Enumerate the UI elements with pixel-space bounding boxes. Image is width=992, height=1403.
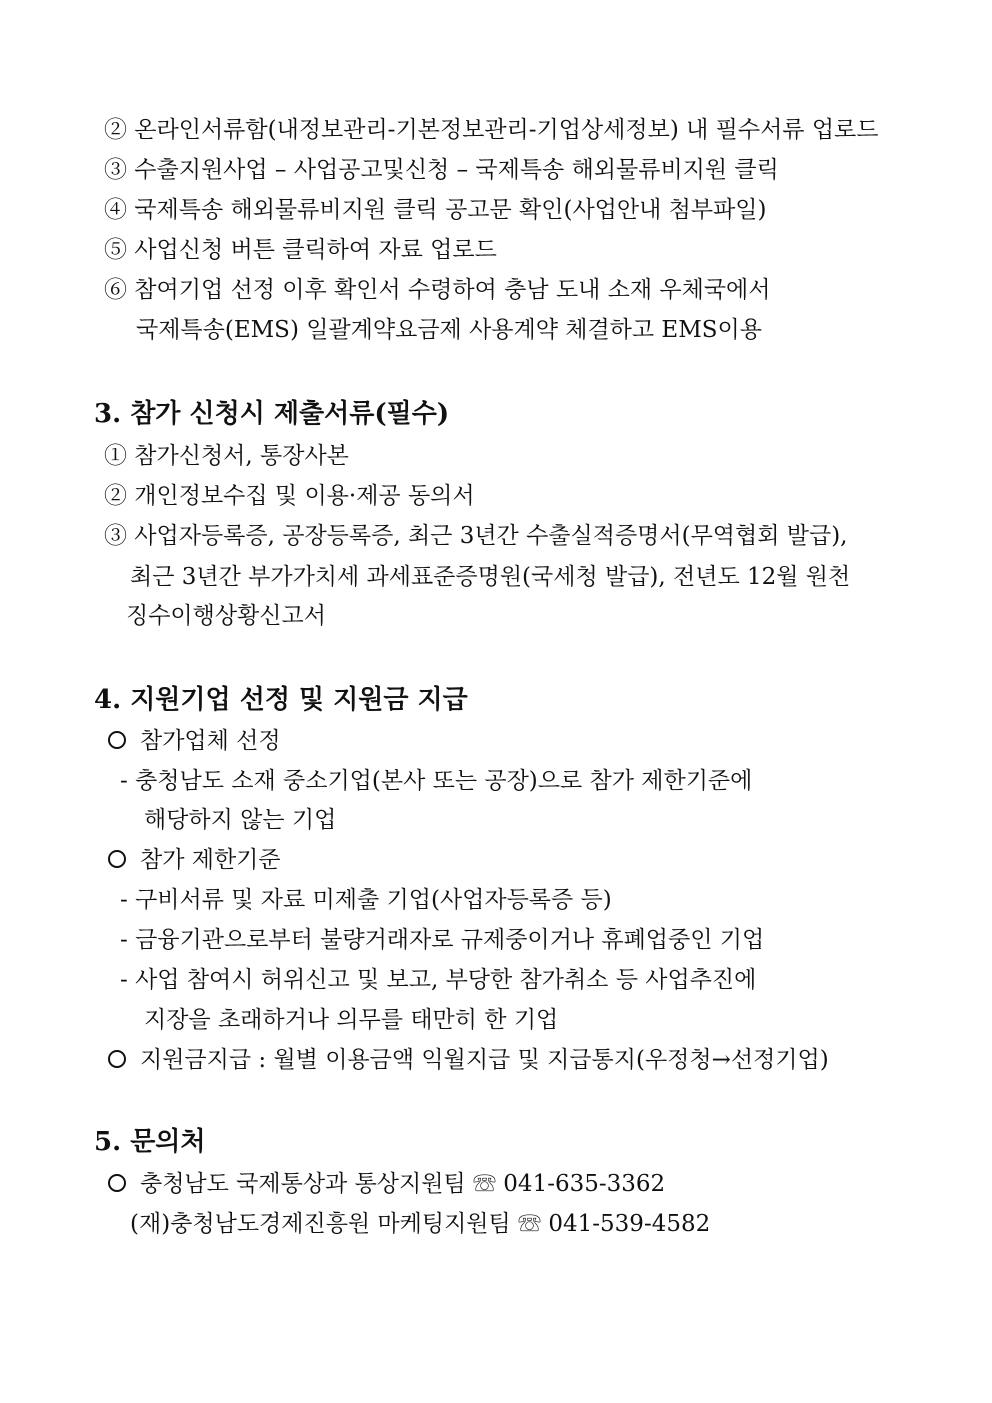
step-4: ④ 국제특송 해외물류비지원 클릭 공고문 확인(사업안내 첨부파일) (104, 197, 767, 223)
sub-item: - 충청남도 소재 중소기업(본사 또는 공장)으로 참가 제한기준에 (120, 768, 753, 794)
contact-chungnam (108, 1168, 665, 1200)
bullet-subsidy-payment (108, 1044, 829, 1076)
sub-item: - 금융기관으로부터 불량거래자로 규제중이거나 휴폐업중인 기업 (120, 927, 765, 953)
section-3-item-3-line-3: 징수이행상황신고서 (126, 603, 326, 629)
step-5: ⑤ 사업신청 버튼 클릭하여 자료 업로드 (104, 237, 497, 263)
step-2: ② 온라인서류함(내정보관리-기본정보관리-기업상세정보) 내 필수서류 업로드 (104, 117, 879, 143)
section-3-item-3: ③ 사업자등록증, 공장등록증, 최근 3년간 수출실적증명서(무역협회 발급), (104, 523, 848, 549)
circle-bullet-icon (108, 850, 126, 868)
step-6-continued: 국제특송(EMS) 일괄계약요금제 사용계약 체결하고 EMS이용 (136, 317, 762, 343)
circle-bullet-icon (108, 1174, 126, 1192)
contact-economic-promotion: (재)충청남도경제진흥원 마케팅지원팀 ☏ 041-539-4582 (130, 1211, 711, 1237)
sub-item: - 사업 참여시 허위신고 및 보고, 부당한 참가취소 등 사업추진에 (120, 967, 757, 993)
contact-text: 충청남도 국제통상과 통상지원팀 ☏ 041-635-3362 (140, 1171, 666, 1197)
section-5-heading: 5. 문의처 (94, 1127, 206, 1157)
circle-bullet-icon (108, 731, 126, 749)
section-3-item-3-line-2: 최근 3년간 부가가치세 과세표준증명원(국세청 발급), 전년도 12월 원천 (130, 564, 851, 590)
bullet-text: 참가업체 선정 (140, 728, 281, 754)
section-3-item-1: ① 참가신청서, 통장사본 (104, 443, 349, 469)
bullet-restriction-criteria (108, 844, 281, 876)
section-3-heading: 3. 참가 신청시 제출서류(필수) (94, 399, 450, 429)
step-3: ③ 수출지원사업 – 사업공고및신청 – 국제특송 해외물류비지원 클릭 (104, 157, 779, 183)
step-6: ⑥ 참여기업 선정 이후 확인서 수령하여 충남 도내 소재 우체국에서 (104, 277, 771, 303)
section-4-heading: 4. 지원기업 선정 및 지원금 지급 (94, 685, 468, 715)
sub-item-continued: 해당하지 않는 기업 (144, 807, 337, 833)
sub-item: - 구비서류 및 자료 미제출 기업(사업자등록증 등) (120, 887, 612, 913)
circle-bullet-icon (108, 1050, 126, 1068)
bullet-text: 참가 제한기준 (140, 847, 281, 873)
bullet-participant-selection (108, 725, 281, 757)
sub-item-continued: 지장을 초래하거나 의무를 태만히 한 기업 (144, 1007, 559, 1033)
bullet-text: 지원금지급 : 월별 이용금액 익월지급 및 지급통지(우정청→선정기업) (140, 1047, 829, 1073)
section-3-item-2: ② 개인정보수집 및 이용·제공 동의서 (104, 483, 475, 509)
